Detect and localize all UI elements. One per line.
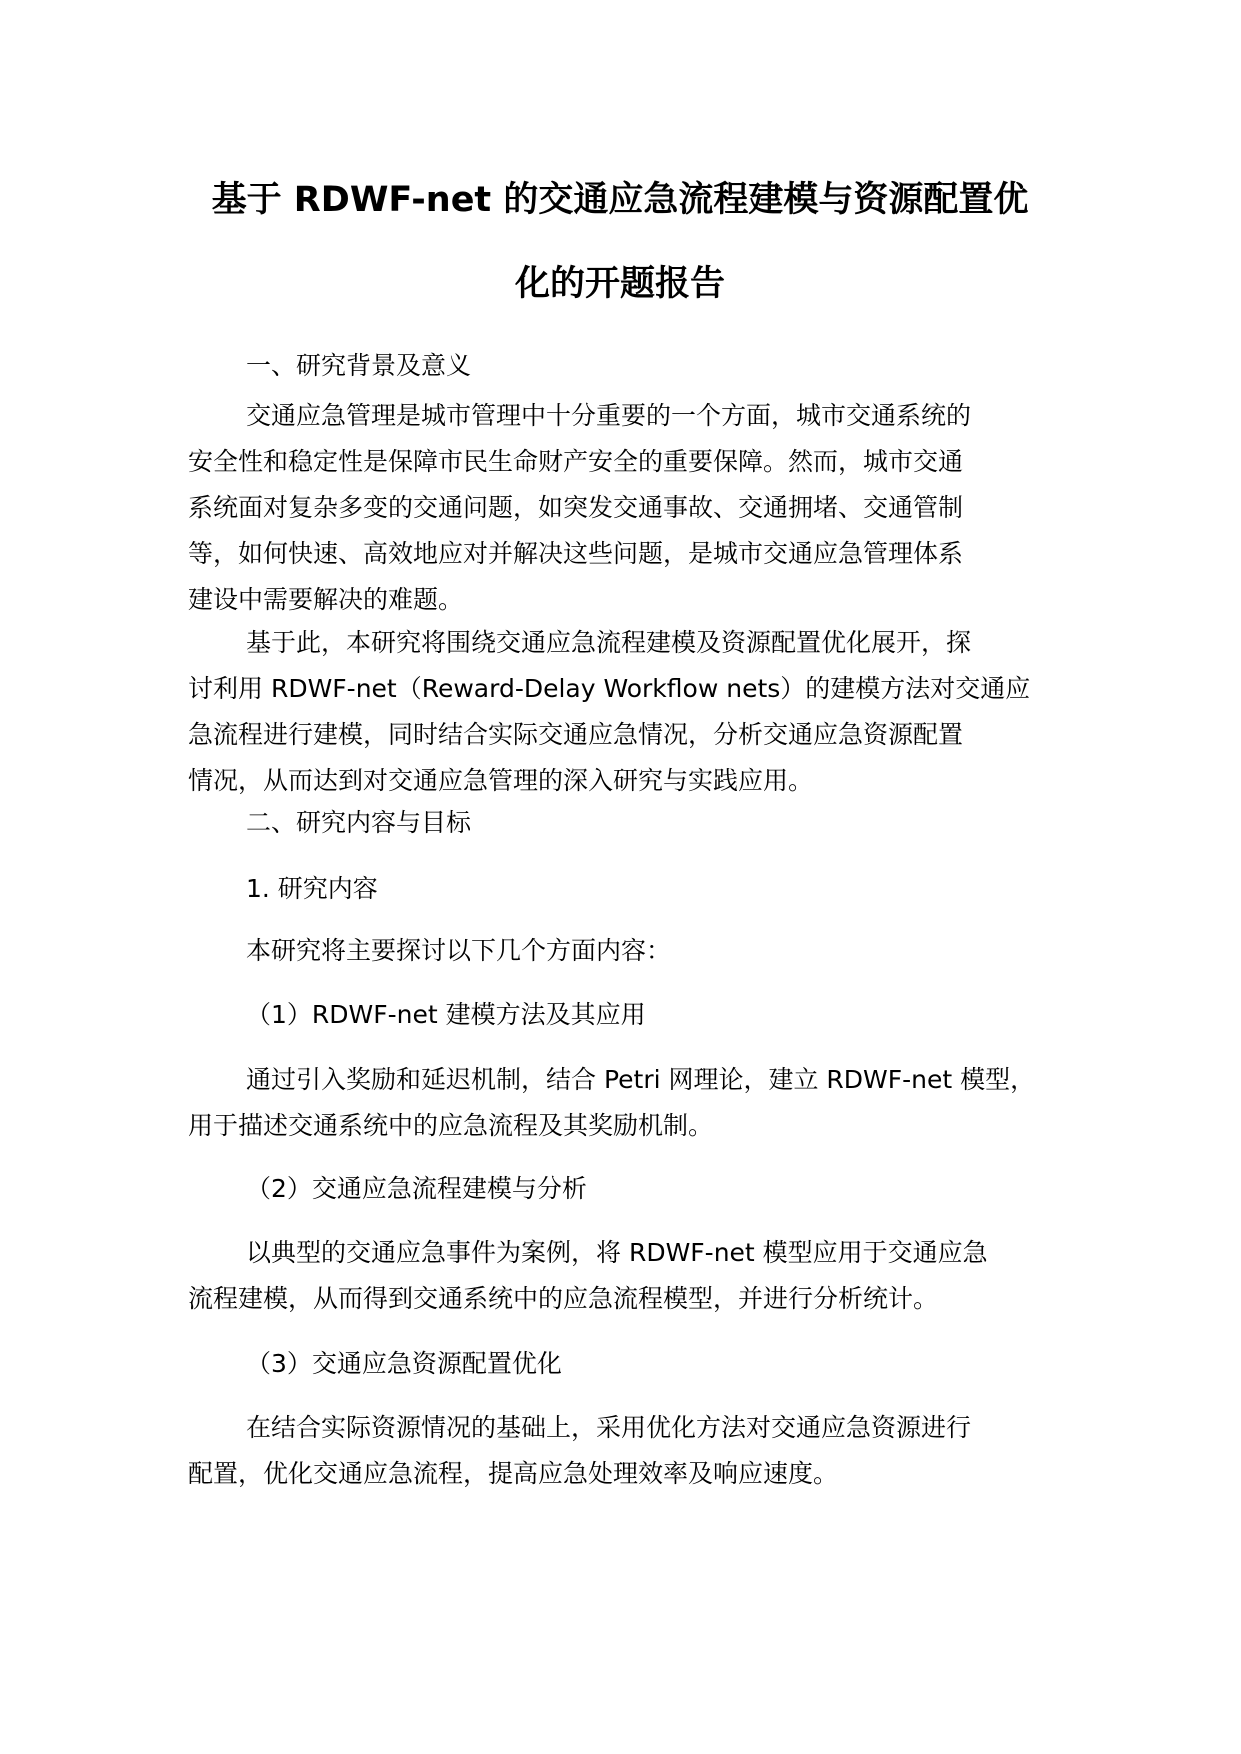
text-line: 等，如何快速、高效地应对并解决这些问题，是城市交通应急管理体系 xyxy=(188,539,964,568)
text-line: 讨利用 RDWF-net（Reward-Delay Workflow nets）的建模方法对交通应 xyxy=(188,674,1031,703)
text-line: 系统面对复杂多变的交通问题，如突发交通事故、交通拥堵、交通管制 xyxy=(188,493,964,522)
text-line: 用于描述交通系统中的应急流程及其奖励机制。 xyxy=(188,1111,714,1140)
item-1-paragraph xyxy=(188,1057,1088,1149)
document-title-line-1: 基于 RDWF-net 的交通应急流程建模与资源配置优 xyxy=(211,180,1029,220)
section-1-heading: 一、研究背景及意义 xyxy=(246,351,472,380)
text-line: 情况，从而达到对交通应急管理的深入研究与实践应用。 xyxy=(188,766,814,795)
text-line: 建设中需要解决的难题。 xyxy=(188,585,464,614)
item-2-heading: （2）交通应急流程建模与分析 xyxy=(246,1174,587,1203)
item-2-paragraph xyxy=(188,1230,1088,1322)
intro-text: 本研究将主要探讨以下几个方面内容： xyxy=(246,936,672,965)
text-line: 通过引入奖励和延迟机制，结合 Petri 网理论，建立 RDWF-net 模型， xyxy=(246,1065,1036,1094)
item-3-paragraph xyxy=(188,1405,1088,1497)
text-line: 交通应急管理是城市管理中十分重要的一个方面，城市交通系统的 xyxy=(246,401,972,430)
item-3-heading: （3）交通应急资源配置优化 xyxy=(246,1349,562,1378)
item-1-heading: （1）RDWF-net 建模方法及其应用 xyxy=(246,1000,646,1029)
text-line: 以典型的交通应急事件为案例，将 RDWF-net 模型应用于交通应急 xyxy=(246,1238,988,1267)
text-line: 在结合实际资源情况的基础上，采用优化方法对交通应急资源进行 xyxy=(246,1413,972,1442)
section-1-paragraph-2 xyxy=(188,620,1088,804)
text-line: 配置，优化交通应急流程，提高应急处理效率及响应速度。 xyxy=(188,1459,839,1488)
text-line: 基于此，本研究将围绕交通应急流程建模及资源配置优化展开，探 xyxy=(246,628,972,657)
text-line: 急流程进行建模，同时结合实际交通应急情况，分析交通应急资源配置 xyxy=(188,720,964,749)
section-1-paragraph-1 xyxy=(188,393,1088,623)
document-title-line-2: 化的开题报告 xyxy=(514,264,725,304)
subsection-heading: 1. 研究内容 xyxy=(246,874,378,903)
text-line: 安全性和稳定性是保障市民生命财产安全的重要保障。然而，城市交通 xyxy=(188,447,964,476)
section-2-heading: 二、研究内容与目标 xyxy=(246,808,472,837)
text-line: 流程建模，从而得到交通系统中的应急流程模型，并进行分析统计。 xyxy=(188,1284,939,1313)
